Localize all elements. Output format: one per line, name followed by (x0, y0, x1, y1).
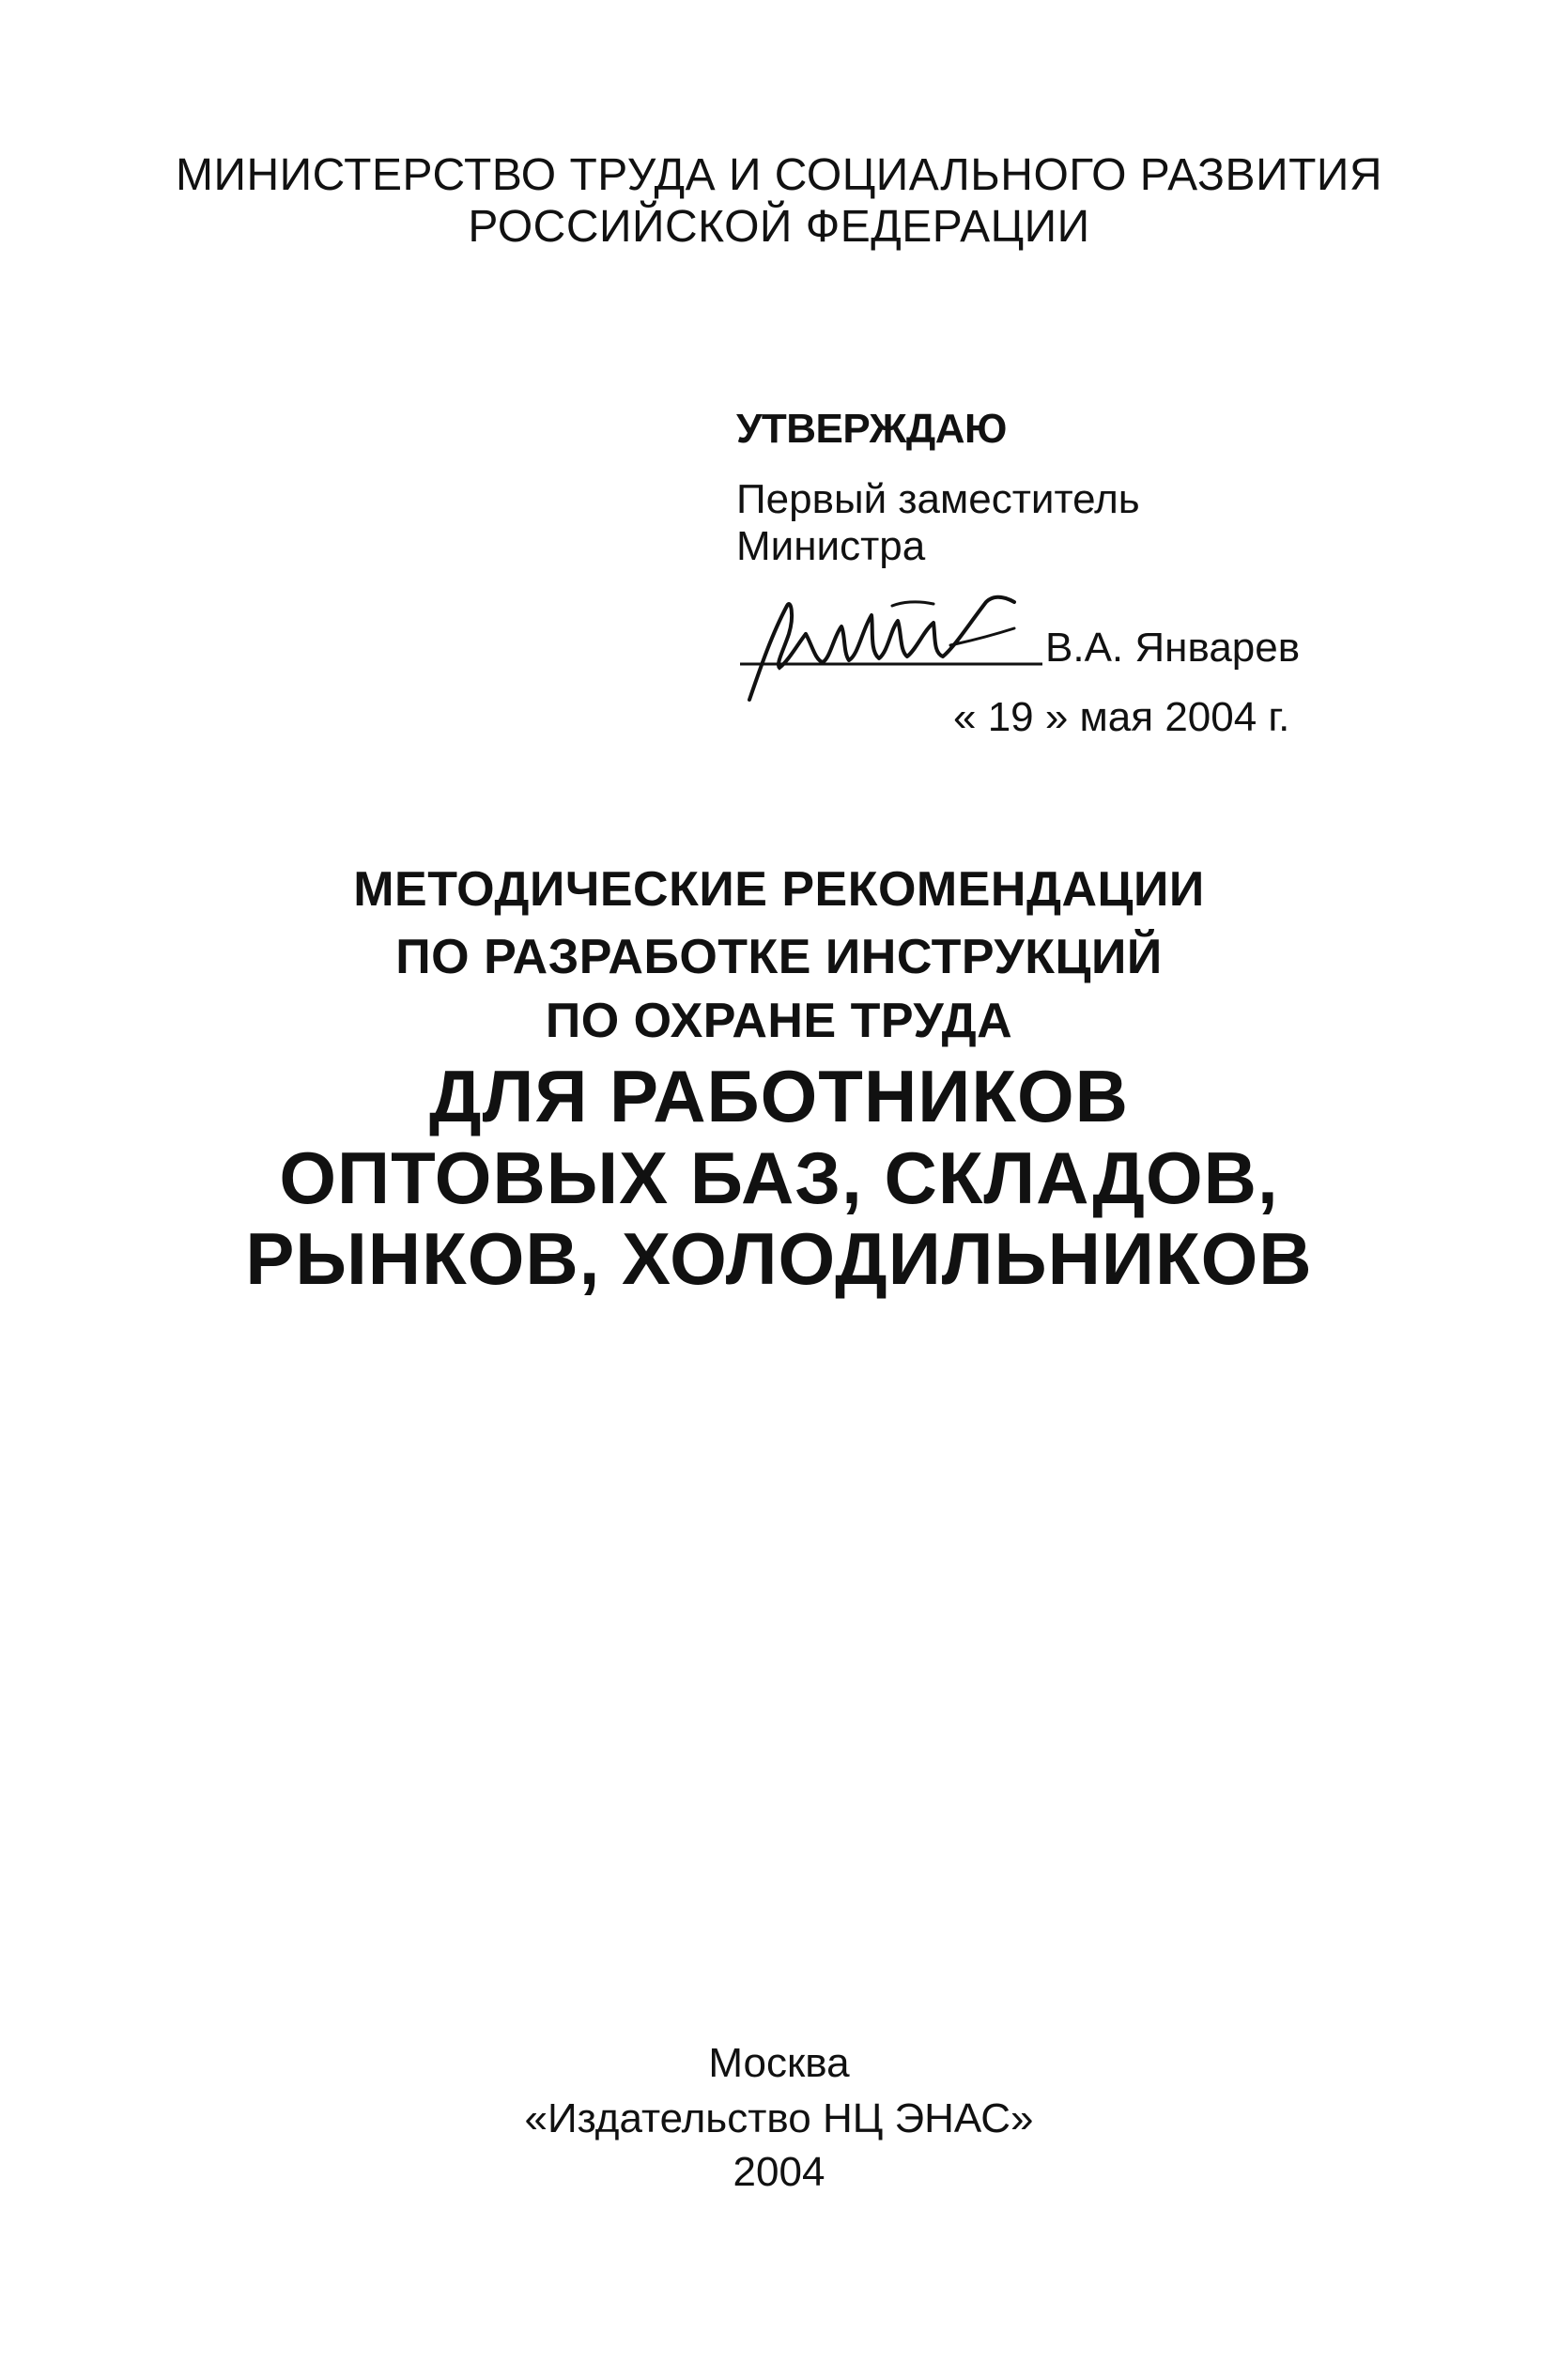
approval-title: УТВЕРЖДАЮ (736, 406, 1007, 452)
approver-position-line1: Первый заместитель (736, 476, 1140, 522)
document-title-line2: ПО РАЗРАБОТКЕ ИНСТРУКЦИЙ (395, 930, 1163, 984)
ministry-name-line2: РОССИЙСКОЙ ФЕДЕРАЦИИ (468, 202, 1090, 252)
approver-position-line2: Министра (736, 523, 926, 569)
approver-name: В.А. Январев (1045, 625, 1301, 671)
document-title-line5: ОПТОВЫХ БАЗ, СКЛАДОВ, (279, 1136, 1279, 1219)
document-title-line4: ДЛЯ РАБОТНИКОВ (429, 1055, 1129, 1137)
document-title-line6: РЫНКОВ, ХОЛОДИЛЬНИКОВ (245, 1217, 1313, 1300)
document-title-line3: ПО ОХРАНЕ ТРУДА (545, 994, 1013, 1048)
imprint-city: Москва (708, 2040, 850, 2086)
imprint-publisher: «Издательство НЦ ЭНАС» (524, 2095, 1034, 2141)
document-title-line1: МЕТОДИЧЕСКИЕ РЕКОМЕНДАЦИИ (353, 862, 1205, 917)
ministry-name-line1: МИНИСТЕРСТВО ТРУДА И СОЦИАЛЬНОГО РАЗВИТИЯ (175, 150, 1383, 200)
imprint-year: 2004 (733, 2149, 825, 2195)
approval-date: « 19 » мая 2004 г. (953, 694, 1290, 740)
